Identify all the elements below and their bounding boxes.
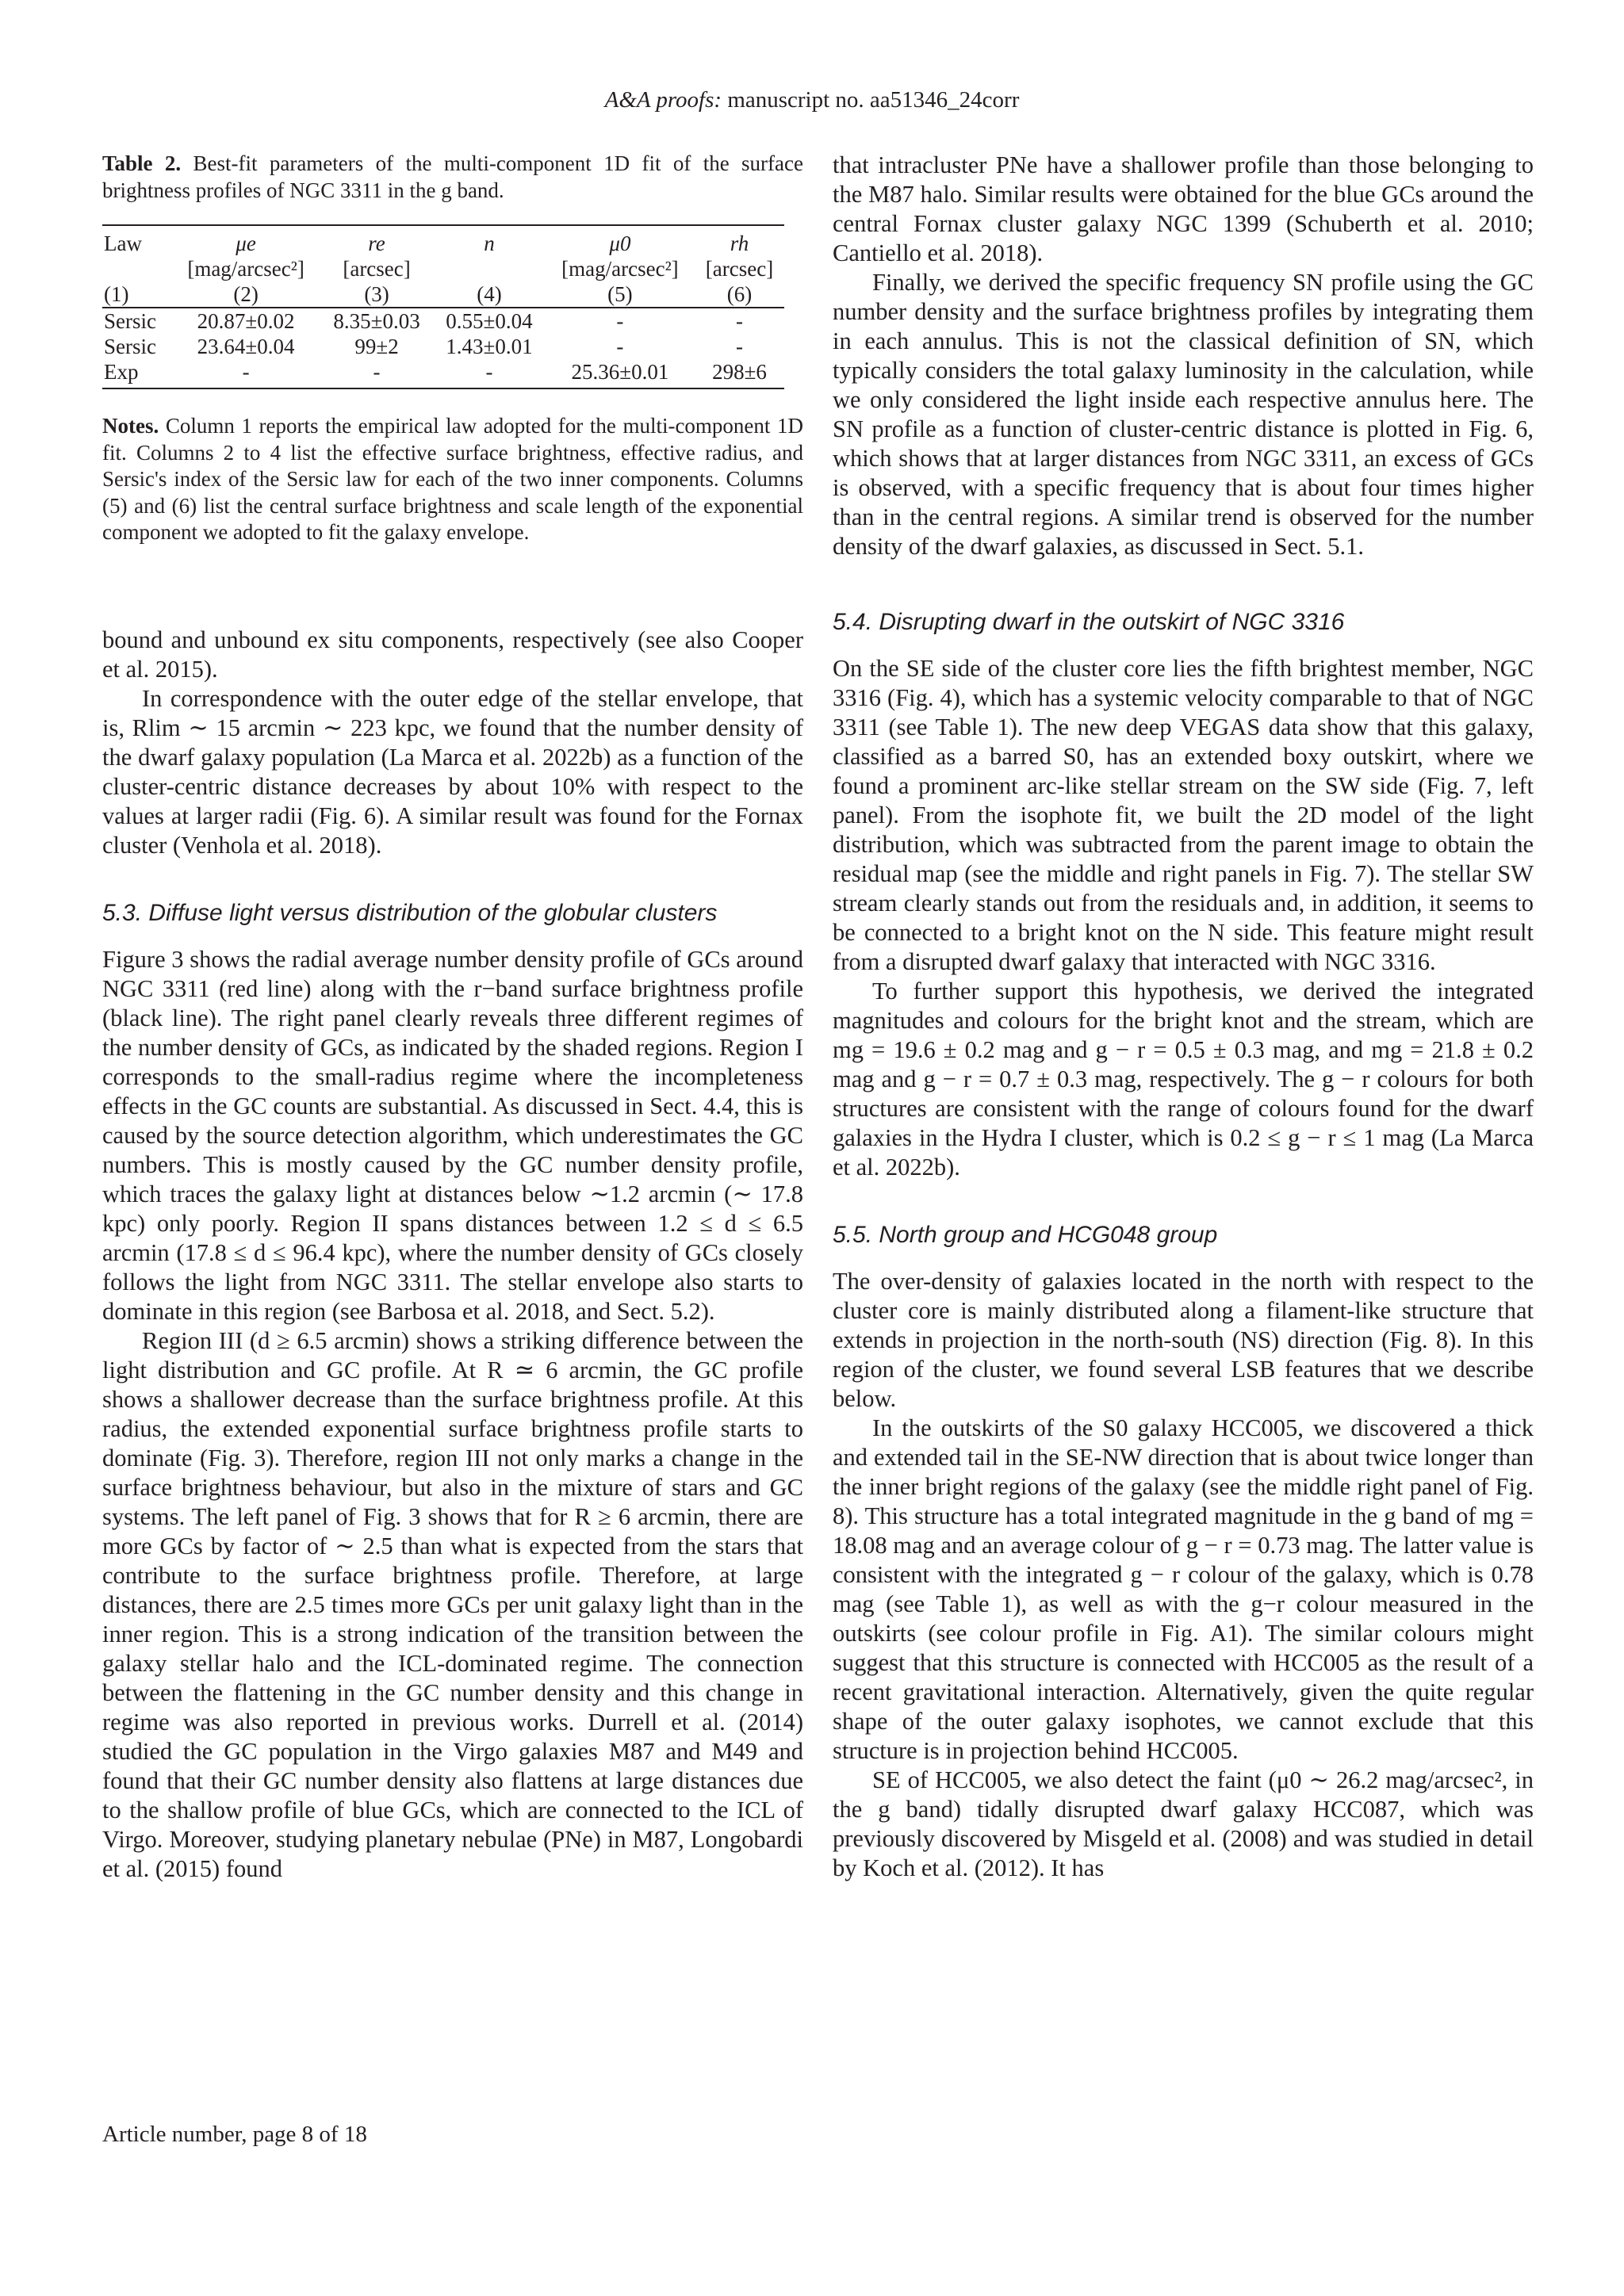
results-table [102,224,784,389]
table-caption: Table 2. Best-fit parameters of the multi-component 1D fit of the surface brightness profiles of NGC 3311 in the g band. [102,151,803,202]
paragraph: that intracluster PNe have a shallower profile than those belonging to the M87 halo. Similar results were obtained for the blue GCs around the central Fornax cluster galaxy NGC 1399 (Schuberth et al. 2010; Cantiello et al. 2018). [833,151,1534,266]
table-row: Sersic 23.64±0.04 99±2 1.43±0.01 - - [104,335,743,358]
table-row: Exp - - - 25.36±0.01 298±6 [102,359,784,388]
right-column [833,151,1534,1883]
section-heading-5-4: 5.4. Disrupting dwarf in the outskirt of NGC 3316 [833,609,1345,635]
paragraph: bound and unbound ex situ components, respectively (see also Cooper et al. 2015). [102,626,803,683]
page-footer: Article number, page 8 of 18 [102,2122,367,2147]
section-heading-5-3: 5.3. Diffuse light versus distribution of the globular clusters [102,899,718,926]
paragraph: Finally, we derived the specific frequency SN profile using the GC number density and the surface brightness profiles by integrating them in each annulus. This is not the classical definition of SN, which typically considers the total galaxy luminosity in the calculation, while we only considered the light inside each respective annulus here. The SN profile as a function of cluster-centric distance is plotted in Fig. 6, which shows that at larger distances from NGC 3311, an excess of GCs is observed, with a specific frequency that is about four times higher than in the central regions. A similar trend is observed for the number density of the dwarf galaxies, as discussed in Sect. 5.1. [833,269,1534,560]
table-row: Sersic 20.87±0.02 8.35±0.03 0.55±0.04 - - [102,308,784,334]
paragraph: Figure 3 shows the radial average number density profile of GCs around NGC 3311 (red line) along with the r−band surface brightness profile (black line). The right panel clearly reveals three different regimes of the number density of GCs, as indicated by the shaded regions. Region I corresponds to the small-radius regime where the incompleteness effects in the GC counts are substantial. As discussed in Sect. 4.4, this is caused by the source detection algorithm, which underestimates the GC numbers. This is mostly caused by the GC number density profile, which traces the galaxy light at distances below ∼1.2 arcmin (∼ 17.8 kpc) only poorly. Region II spans distances between 1.2 ≤ d ≤ 6.5 arcmin (17.8 ≤ d ≤ 96.4 kpc), where the number density of GCs closely follows the light from NGC 3311. The stellar envelope also starts to dominate in this region (see Barbosa et al. 2018, and Sect. 5.2). [102,945,803,1325]
paragraph: To further support this hypothesis, we derived the integrated magnitudes and colours for the bright knot and the stream, which are mg = 19.6 ± 0.2 mag and g − r = 0.5 ± 0.3 mag, and mg = 21.8 ± 0.2 mag and g − r = 0.7 ± 0.3 mag, respectively. The g − r colours for both structures are consistent with the range of colours found for the dwarf galaxies in the Hydra I cluster, which is 0.2 ≤ g − r ≤ 1 mag (La Marca et al. 2022b). [833,978,1534,1181]
paragraph: The over-density of galaxies located in the north with respect to the cluster core is mainly distributed along a filament-like structure that extends in projection in the north-south (NS) direction (Fig. 8). In this region of the cluster, we found several LSB features that we describe below. [833,1268,1534,1412]
table-units-row: [mag/arcsec²] [arcsec] [mag/arcsec²] [arcsec] [187,257,774,281]
section-heading-5-5: 5.5. North group and HCG048 group [833,1222,1218,1248]
left-column [102,151,803,1884]
running-header [0,87,1624,113]
manuscript-id: manuscript no. aa51346_24corr [727,87,1020,113]
table-header-row: Law μe re n μ0 rh [102,225,784,256]
paragraph: SE of HCC005, we also detect the faint (μ0 ∼ 26.2 mag/arcsec², in the g band) tidally disrupted dwarf galaxy HCC087, which was previously discovered by Misgeld et al. (2008) and was studied in detail by Koch et al. (2012). It has [833,1766,1534,1881]
table-index-row: (1) (2) (3) (4) (5) (6) [104,282,753,306]
paragraph: In the outskirts of the S0 galaxy HCC005, we discovered a thick and extended tail in the SE-NW direction that is about twice longer than the inner bright regions of the galaxy (see the middle right panel of Fig. 8). This structure has a total integrated magnitude in the g band of mg = 18.08 mag and an average colour of g − r = 0.73 mag. The latter value is consistent with the integrated g − r colour of the galaxy, which is 0.78 mag (see Table 1), as well as with the g−r colour measured in the outskirts (see colour profile in Fig. A1). The similar colours might suggest that this structure is connected with HCC005 as the result of a recent gravitational interaction. Alternatively, given the quite regular shape of the outer galaxy isophotes, we cannot exclude that this structure is in projection behind HCC005. [833,1414,1534,1764]
paragraph: On the SE side of the cluster core lies the fifth brightest member, NGC 3316 (Fig. 4), which has a systemic velocity comparable to that of NGC 3311 (see Table 1). The new deep VEGAS data show that this galaxy, classified as a barred S0, has an extended boxy outskirt, where we found a prominent arc-like stellar stream on the SW side (Fig. 7, left panel). From the isophote fit, we built the 2D model of the light distribution, which was subtracted from the parent image to obtain the residual map (see the middle and right panels in Fig. 7). The stellar SW stream clearly stands out from the residuals and, in addition, it seems to be connected to a bright knot on the N side. This feature might result from a disrupted dwarf galaxy that interacted with NGC 3316. [833,655,1534,975]
paragraph: In correspondence with the outer edge of the stellar envelope, that is, Rlim ∼ 15 arcmin ∼ 223 kpc, we found that the number density of the dwarf galaxy population (La Marca et al. 2022b) as a function of the cluster-centric distance decreases by about 10% with respect to the values at larger radii (Fig. 6). A similar result was found for the Fornax cluster (Venhola et al. 2018). [102,684,803,859]
journal-name: A&A proofs: [604,87,722,113]
table-notes: Notes. Column 1 reports the empirical law adopted for the multi-component 1D fit. Columns 2 to 4 list the effective surface brightness, effective radius, and Sersic's index of the Sersic law for each of the two inner components. Columns (5) and (6) list the central surface brightness and scale length of the exponential component we adopted to fit the galaxy envelope. [102,414,804,544]
paragraph: Region III (d ≥ 6.5 arcmin) shows a striking difference between the light distribution and GC profile. At R ≃ 6 arcmin, the GC profile shows a shallower decrease than the surface brightness profile. At this radius, the extended exponential surface brightness profile starts to dominate (Fig. 3). Therefore, region III not only marks a change in the surface brightness behaviour, but also in the mixture of stars and GC systems. The left panel of Fig. 3 shows that for R ≥ 6 arcmin, there are more GCs by factor of ∼ 2.5 than what is expected from the stars that contribute to the surface brightness profile. Therefore, at large distances, there are 2.5 times more GCs per unit galaxy light than in the inner region. This is a strong indication of the transition between the galaxy stellar halo and the ICL-dominated regime. The connection between the flattening in the GC number density and this change in regime was also reported in previous works. Durrell et al. (2014) studied the GC population in the Virgo galaxies M87 and M49 and found that their GC number density also flattens at large distances due to the shallow profile of blue GCs, which are connected to the ICL of Virgo. Moreover, studying planetary nebulae (PNe) in M87, Longobardi et al. (2015) found [102,1326,803,1882]
